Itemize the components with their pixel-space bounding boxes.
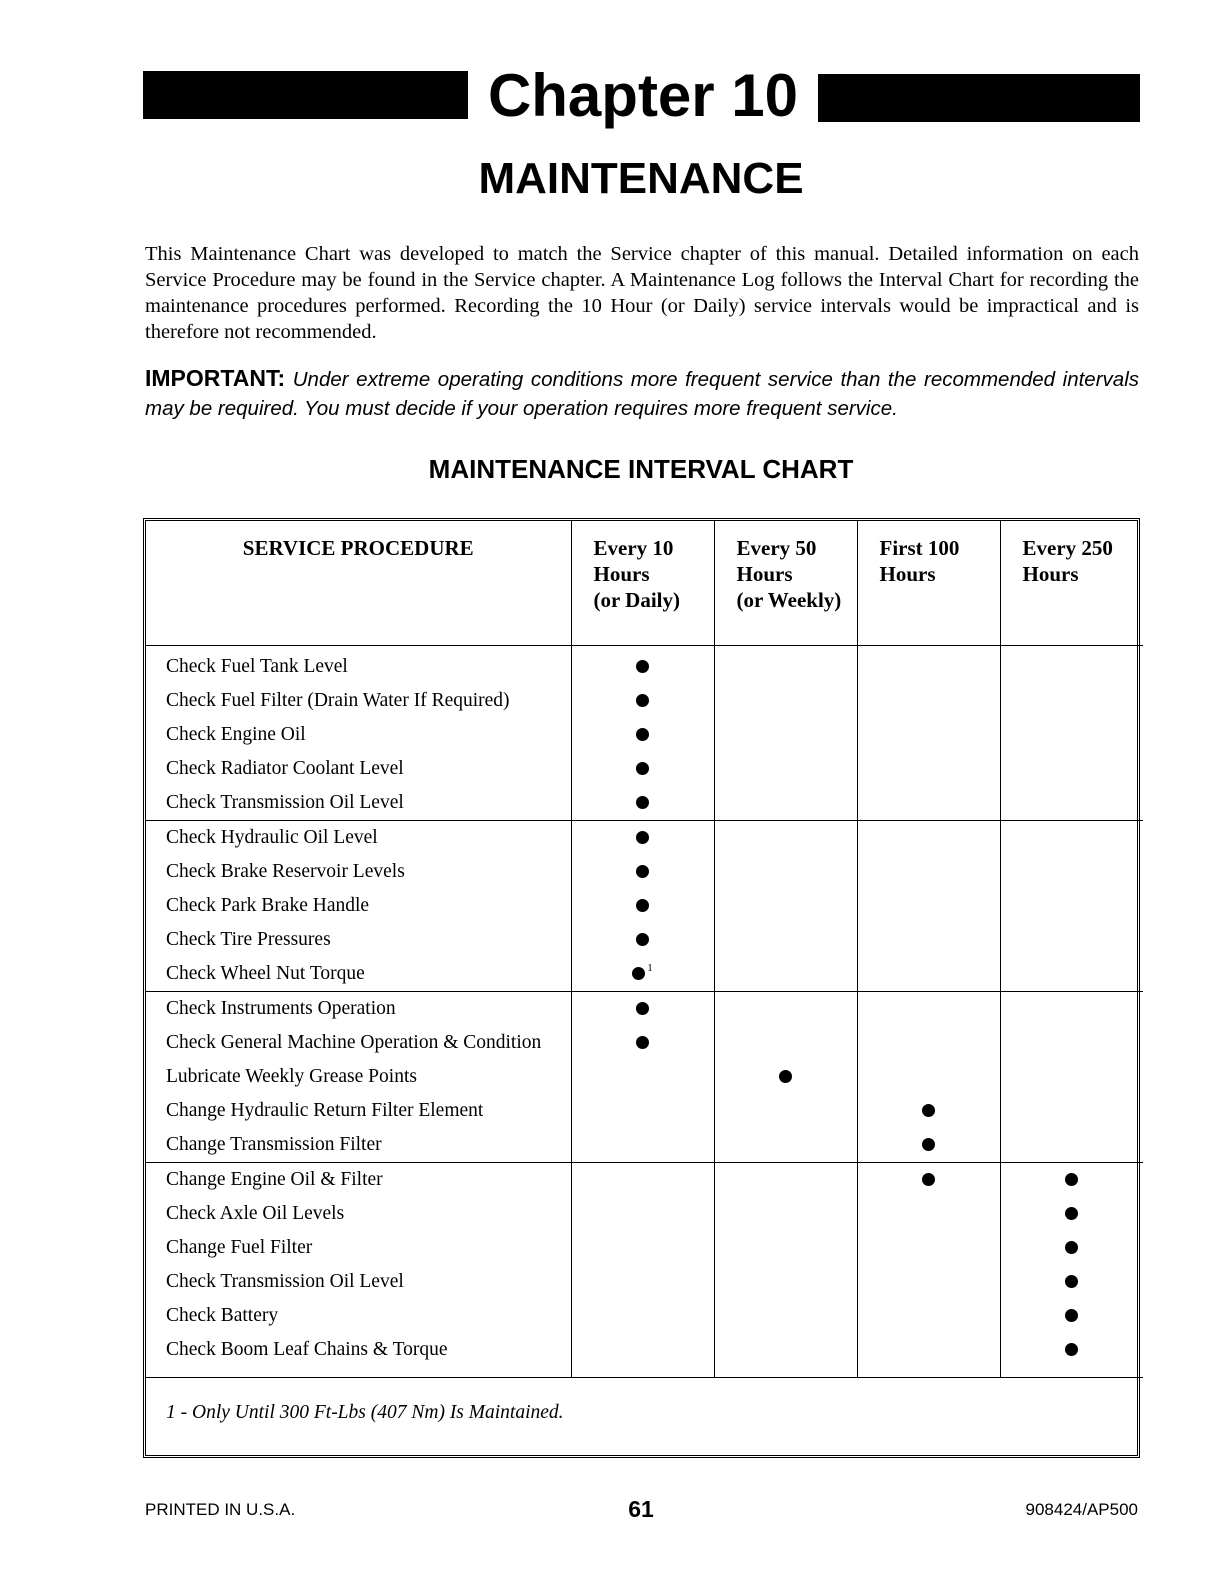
interval-mark-slot [1001, 786, 1144, 820]
interval-mark-slot [1001, 1197, 1144, 1231]
interval-cell [571, 1163, 714, 1378]
procedure-name: Check Transmission Oil Level [166, 1271, 404, 1292]
table-row-group [146, 821, 1143, 992]
interval-cell [571, 821, 714, 992]
procedure-name: Lubricate Weekly Grease Points [166, 1066, 417, 1087]
bullet-dot-icon [779, 1070, 792, 1083]
interval-mark-slot [1001, 1026, 1144, 1060]
chart-title: MAINTENANCE INTERVAL CHART [428, 454, 854, 484]
bullet-dot-icon [922, 1173, 935, 1186]
important-note [145, 364, 1139, 423]
bullet-dot-icon [922, 1104, 935, 1117]
procedure-name: Check Engine Oil [166, 724, 306, 745]
procedure-name: Check General Machine Operation & Condition [166, 1032, 542, 1053]
footer-printed: PRINTED IN U.S.A. [145, 1500, 296, 1519]
interval-mark-slot [715, 786, 857, 820]
interval-mark-slot [715, 855, 857, 889]
interval-mark-slot [715, 889, 857, 923]
footnote-row [146, 1378, 1143, 1502]
interval-mark-slot [858, 1333, 1000, 1367]
bullet-dot-icon [1065, 1207, 1078, 1220]
procedure-name: Check Brake Reservoir Levels [166, 861, 405, 882]
interval-cell [1000, 992, 1143, 1163]
column-header-line: (or Daily) [593, 588, 681, 612]
interval-mark-slot [572, 889, 714, 923]
table-row-group [146, 646, 1143, 821]
interval-mark-slot [715, 684, 857, 718]
procedure-name: Check Boom Leaf Chains & Torque [166, 1339, 448, 1360]
footnote-marker: 1 [647, 962, 653, 974]
interval-mark-slot [1001, 1060, 1144, 1094]
interval-mark-slot [858, 1231, 1000, 1265]
interval-cell [714, 646, 857, 821]
page-number: 61 [628, 1496, 654, 1522]
interval-mark-slot [572, 957, 714, 991]
interval-cell [1000, 1163, 1143, 1378]
procedure-name: Check Fuel Filter (Drain Water If Required) [166, 690, 510, 711]
interval-mark-slot [572, 1026, 714, 1060]
table-header-row [146, 521, 1143, 646]
column-header-line: SERVICE PROCEDURE [242, 536, 474, 560]
interval-mark-slot [1001, 1128, 1144, 1162]
interval-mark-slot [715, 1197, 857, 1231]
interval-mark-slot [715, 1163, 857, 1197]
maintenance-interval-table [143, 518, 1140, 1458]
interval-mark-slot [715, 1231, 857, 1265]
interval-mark-slot [858, 1128, 1000, 1162]
interval-mark-slot [858, 718, 1000, 752]
column-header-line: (or Weekly) [736, 588, 842, 612]
procedure-name: Change Hydraulic Return Filter Element [166, 1100, 484, 1121]
interval-mark-slot [715, 1094, 857, 1128]
interval-cell [857, 992, 1000, 1163]
interval-mark-slot [715, 1128, 857, 1162]
interval-mark-slot [1001, 684, 1144, 718]
interval-cell [857, 821, 1000, 992]
bullet-dot-icon [636, 1036, 649, 1049]
procedure-cell [146, 821, 571, 992]
column-header-line: Every 250 [1022, 536, 1113, 560]
bullet-dot-icon [1065, 1241, 1078, 1254]
interval-mark-slot [1001, 923, 1144, 957]
bullet-dot-icon [1065, 1343, 1078, 1356]
column-header-line: First 100 [879, 536, 960, 560]
procedure-name: Check Axle Oil Levels [166, 1203, 345, 1224]
procedure-name: Check Tire Pressures [166, 929, 331, 950]
table-row-group [146, 992, 1143, 1163]
interval-mark-slot [715, 718, 857, 752]
column-header-line: Every 50 [736, 536, 817, 560]
interval-mark-slot [572, 684, 714, 718]
interval-mark-slot [858, 923, 1000, 957]
interval-mark-slot [1001, 957, 1144, 991]
procedure-name: Check Radiator Coolant Level [166, 758, 404, 779]
important-label: IMPORTANT: [145, 365, 286, 391]
interval-mark-slot [858, 1026, 1000, 1060]
bullet-dot-icon [636, 796, 649, 809]
interval-cell [714, 821, 857, 992]
interval-mark-slot [858, 1060, 1000, 1094]
procedure-cell [146, 992, 571, 1163]
interval-mark-slot [715, 1060, 857, 1094]
column-header-line: Hours [879, 562, 936, 586]
interval-mark-slot [572, 1163, 714, 1197]
interval-cell [1000, 821, 1143, 992]
footer-doc-number: 908424/AP500 [1025, 1500, 1138, 1519]
bullet-dot-icon [636, 865, 649, 878]
bullet-dot-icon [636, 660, 649, 673]
column-header-line: Hours [736, 562, 793, 586]
interval-mark-slot [572, 992, 714, 1026]
interval-mark-slot [1001, 1265, 1144, 1299]
interval-mark-slot [572, 1197, 714, 1231]
bullet-dot-icon [636, 762, 649, 775]
procedure-name: Change Engine Oil & Filter [166, 1169, 383, 1190]
interval-mark-slot [572, 718, 714, 752]
procedure-name: Check Transmission Oil Level [166, 792, 404, 813]
interval-mark-slot [1001, 992, 1144, 1026]
interval-mark-slot [858, 1094, 1000, 1128]
interval-mark-slot [572, 1299, 714, 1333]
procedure-name: Change Transmission Filter [166, 1134, 382, 1155]
interval-mark-slot [572, 923, 714, 957]
bullet-dot-icon [636, 1002, 649, 1015]
procedure-name: Check Fuel Tank Level [166, 656, 348, 677]
interval-mark-slot [715, 957, 857, 991]
procedure-name: Check Hydraulic Oil Level [166, 827, 378, 848]
interval-mark-slot [1001, 855, 1144, 889]
bullet-dot-icon [922, 1138, 935, 1151]
interval-mark-slot [715, 1265, 857, 1299]
interval-mark-slot [1001, 1163, 1144, 1197]
interval-mark-slot [858, 889, 1000, 923]
column-header-line: Every 10 [593, 536, 674, 560]
procedure-cell [146, 646, 571, 821]
interval-mark-slot [1001, 821, 1144, 855]
interval-mark-slot [572, 1231, 714, 1265]
interval-mark-slot [572, 650, 714, 684]
interval-mark-slot [858, 957, 1000, 991]
interval-mark-slot [572, 1333, 714, 1367]
interval-mark-slot [1001, 1094, 1144, 1128]
bullet-dot-icon [1065, 1309, 1078, 1322]
interval-mark-slot [858, 1197, 1000, 1231]
intro-paragraph: This Maintenance Chart was developed to match the Service chapter of this manual. Detailed information on each Service Procedure may be found in the Service chapter. A Maintenance Log follows the Interval Chart for recording the maintenance procedures performed. Recording the 10 Hour (or Daily) service intervals would be impractical and is therefore not recommended. [145, 243, 1139, 343]
interval-mark-slot [715, 1333, 857, 1367]
chapter-bar-right [818, 74, 1140, 122]
interval-mark-slot [715, 752, 857, 786]
interval-mark-slot [572, 752, 714, 786]
interval-mark-slot [858, 1265, 1000, 1299]
column-header-first-100 [857, 521, 1000, 646]
interval-mark-slot [858, 752, 1000, 786]
interval-mark-slot [715, 923, 857, 957]
column-header-line: Hours [593, 562, 650, 586]
interval-cell [714, 1163, 857, 1378]
interval-mark-slot [1001, 889, 1144, 923]
important-text: Under extreme operating conditions more frequent service than the recommended intervals may be required. You must decide if your operation requires more frequent service. [145, 368, 1139, 420]
footnote-text: 1 - Only Until 300 Ft-Lbs (407 Nm) Is Maintained. [146, 1378, 1143, 1502]
interval-mark-slot [715, 1299, 857, 1333]
column-header-procedure [146, 521, 571, 646]
interval-cell [857, 1163, 1000, 1378]
interval-cell [571, 992, 714, 1163]
interval-mark-slot [858, 821, 1000, 855]
interval-mark-slot [1001, 752, 1144, 786]
interval-cell [571, 646, 714, 821]
interval-mark-slot [858, 855, 1000, 889]
procedure-name: Check Park Brake Handle [166, 895, 370, 916]
interval-mark-slot [715, 992, 857, 1026]
interval-mark-slot [858, 650, 1000, 684]
interval-mark-slot [858, 1299, 1000, 1333]
interval-mark-slot [1001, 1333, 1144, 1367]
bullet-dot-icon [1065, 1275, 1078, 1288]
procedure-cell [146, 1163, 571, 1378]
interval-mark-slot [572, 855, 714, 889]
procedure-name: Check Instruments Operation [166, 998, 396, 1019]
interval-mark-slot [1001, 650, 1144, 684]
interval-mark-slot [572, 821, 714, 855]
table-row-group [146, 1163, 1143, 1378]
interval-cell [714, 992, 857, 1163]
procedure-name: Check Battery [166, 1305, 279, 1326]
bullet-dot-icon [636, 694, 649, 707]
interval-mark-slot [858, 684, 1000, 718]
interval-cell [1000, 646, 1143, 821]
column-header-every-250 [1000, 521, 1143, 646]
section-title: MAINTENANCE [478, 154, 804, 203]
column-header-every-10 [571, 521, 714, 646]
interval-mark-slot [858, 992, 1000, 1026]
procedure-name: Change Fuel Filter [166, 1237, 313, 1258]
column-header-every-50 [714, 521, 857, 646]
bullet-dot-icon [636, 831, 649, 844]
interval-mark-slot [572, 1060, 714, 1094]
interval-mark-slot [572, 1128, 714, 1162]
interval-mark-slot [715, 821, 857, 855]
bullet-dot-icon [1065, 1173, 1078, 1186]
procedure-name: Check Wheel Nut Torque [166, 963, 365, 984]
interval-table [146, 521, 1143, 1501]
bullet-dot-icon [636, 728, 649, 741]
interval-mark-slot [572, 1094, 714, 1128]
interval-mark-slot [715, 1026, 857, 1060]
interval-mark-slot [1001, 718, 1144, 752]
interval-mark-slot [572, 1265, 714, 1299]
interval-mark-slot [715, 650, 857, 684]
interval-mark-slot [1001, 1299, 1144, 1333]
interval-cell [857, 646, 1000, 821]
interval-mark-slot [572, 786, 714, 820]
bullet-dot-icon [636, 899, 649, 912]
bullet-dot-icon [632, 967, 645, 980]
interval-mark-slot [1001, 1231, 1144, 1265]
bullet-dot-icon [636, 933, 649, 946]
interval-mark-slot [858, 1163, 1000, 1197]
column-header-line: Hours [1022, 562, 1079, 586]
interval-mark-slot [858, 786, 1000, 820]
chapter-bar-left [143, 71, 468, 119]
chapter-title: Chapter 10 [487, 62, 799, 129]
